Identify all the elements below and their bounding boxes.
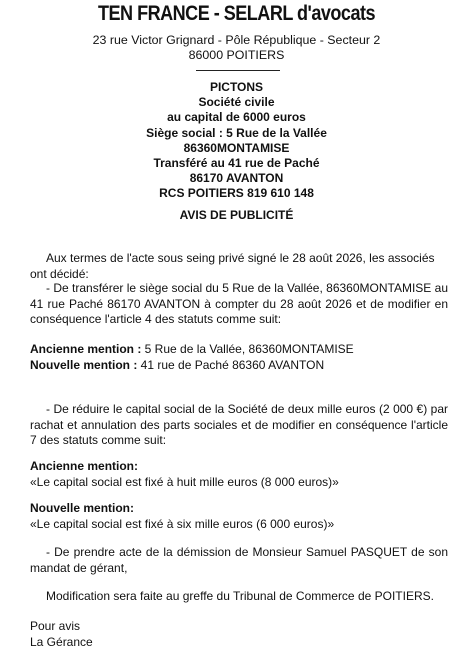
registry-paragraph: Modification sera faite au greffe du Tribunal de Commerce de POITIERS. — [30, 589, 448, 605]
company-name: PICTONS — [0, 80, 473, 95]
company-seat: Siège social : 5 Rue de la Vallée — [0, 126, 473, 141]
resignation-paragraph: - De prendre acte de la démission de Monsieur Samuel PASQUET de son mandat de gérant, — [30, 545, 448, 576]
company-transfer-city: 86170 AVANTON — [0, 171, 473, 186]
notice-title: AVIS DE PUBLICITÉ — [0, 208, 473, 222]
company-transfer: Transféré au 41 rue de Paché — [0, 156, 473, 171]
firm-address-line2: 86000 POITIERS — [0, 48, 473, 63]
closing-signatory: La Gérance — [30, 635, 448, 650]
seat-mentions — [30, 342, 448, 373]
new-seat-mention: Nouvelle mention : 41 rue de Paché 86360 AVANTON — [30, 358, 448, 374]
company-rcs: RCS POITIERS 819 610 148 — [0, 186, 473, 201]
capital-paragraph: - De réduire le capital social de la Société de deux mille euros (2 000 €) par rachat et annulation des parts sociales et de modifier en conséquence l'article 7 des statuts comme suit: — [30, 402, 448, 449]
new-capital-mention: Nouvelle mention: «Le capital social est fixé à six mille euros (6 000 euros)» — [30, 501, 448, 532]
company-seat-city: 86360MONTAMISE — [0, 141, 473, 156]
intro-paragraph: Aux termes de l'acte sous seing privé signé le 28 août 2026, les associés ont décidé: — [30, 251, 448, 282]
transfer-paragraph: - De transférer le siège social du 5 Rue de la Vallée, 86360MONTAMISE au 41 rue Paché 86170 AVANTON à compter du 28 août 2026 et de modifier en conséquence l'article 4 des statuts comme suit: — [30, 281, 448, 328]
closing-for-notice: Pour avis — [30, 619, 448, 635]
company-form: Société civile — [0, 95, 473, 110]
company-capital: au capital de 6000 euros — [0, 110, 473, 125]
firm-address-line1: 23 rue Victor Grignard - Pôle République - Secteur 2 — [0, 33, 473, 48]
firm-name: TEN FRANCE - SELARL d'avocats — [33, 2, 440, 26]
header-divider — [196, 70, 280, 71]
company-block — [0, 80, 473, 202]
closing — [30, 619, 448, 650]
old-capital-mention: Ancienne mention: «Le capital social est fixé à huit mille euros (8 000 euros)» — [30, 459, 448, 490]
old-seat-mention: Ancienne mention : 5 Rue de la Vallée, 86360MONTAMISE — [30, 342, 448, 358]
